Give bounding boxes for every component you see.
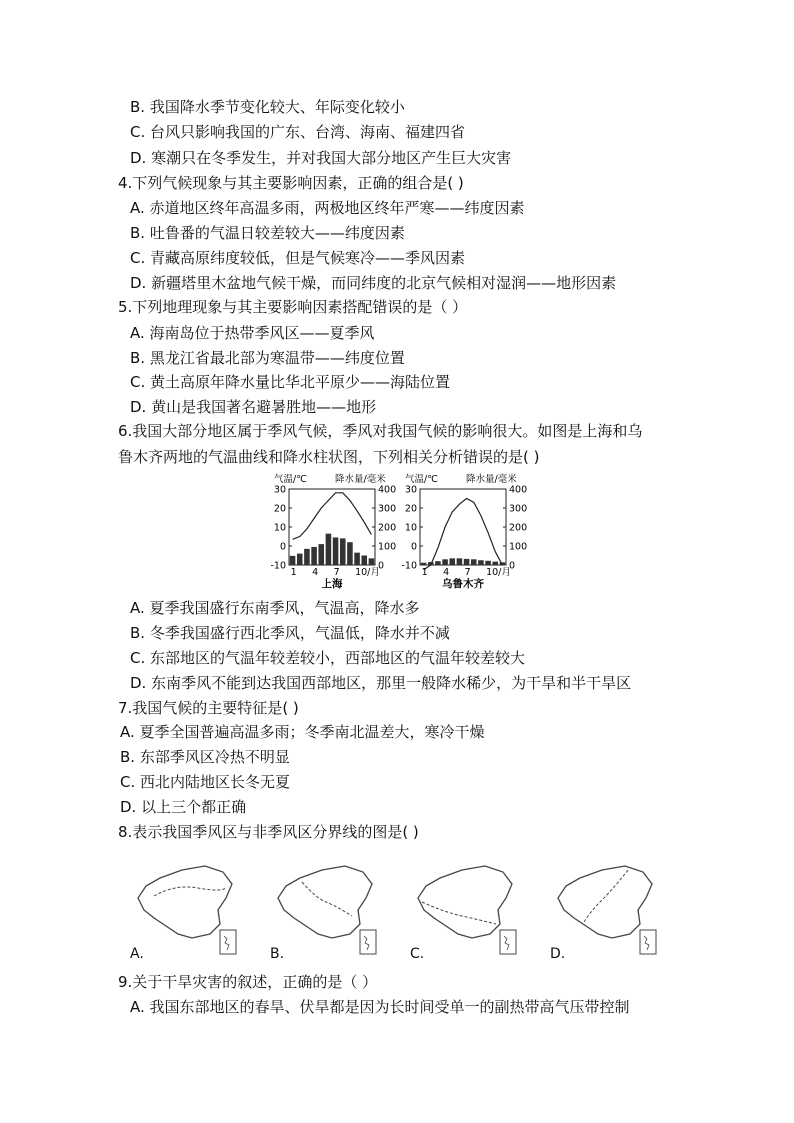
month-tick-0-2: 7 bbox=[333, 567, 340, 578]
month-tick-0-3: 10/月 bbox=[355, 567, 380, 578]
q4-option-b: B. 吐鲁番的气温日较差较大——纬度因素 bbox=[130, 224, 405, 242]
plot-frame-0 bbox=[289, 489, 375, 565]
temp-tick-0-4: -10 bbox=[270, 560, 286, 572]
temp-curve-0 bbox=[293, 493, 372, 540]
month-tick-1-3: 10/月 bbox=[486, 567, 511, 578]
map-option-c-label: C. bbox=[410, 946, 425, 962]
q7-option-c: C. 西北内陆地区长冬无夏 bbox=[120, 773, 291, 791]
precip-bar-0-3 bbox=[311, 547, 317, 565]
map-option-a-label: A. bbox=[130, 946, 144, 962]
precip-bar-0-4 bbox=[318, 544, 324, 565]
climate-charts bbox=[262, 471, 528, 590]
temp-tick-0-2: 10 bbox=[273, 522, 286, 534]
precip-bar-0-7 bbox=[340, 538, 346, 565]
q7-option-d: D. 以上三个都正确 bbox=[120, 798, 247, 816]
q4-stem: 4.下列气候现象与其主要影响因素，正确的组合是( ) bbox=[118, 174, 464, 192]
temp-tick-1-1: 20 bbox=[404, 503, 417, 515]
month-tick-0-1: 4 bbox=[312, 567, 319, 578]
plot-frame-1 bbox=[420, 489, 506, 565]
precip-bar-1-4 bbox=[449, 558, 455, 565]
precip-bar-0-2 bbox=[304, 549, 310, 565]
temp-tick-1-2: 10 bbox=[404, 522, 417, 534]
q9-option-a: A. 我国东部地区的春旱、伏旱都是因为长时间受单一的副热带高气压带控制 bbox=[130, 998, 630, 1016]
month-tick-1-2: 7 bbox=[464, 567, 471, 578]
chart-title-0: 上海 bbox=[321, 578, 343, 590]
q3-option-c: C. 台风只影响我国的广东、台湾、海南、福建四省 bbox=[130, 123, 466, 141]
temp-tick-0-0: 30 bbox=[273, 484, 286, 496]
q6-option-b: B. 冬季我国盛行西北季风，气温低，降水并不减 bbox=[130, 624, 450, 642]
precip-bar-1-6 bbox=[464, 559, 470, 565]
q6-stem-line2: 鲁木齐两地的气温曲线和降水柱状图，下列相关分析错误的是( ) bbox=[118, 448, 540, 466]
precip-bar-1-10 bbox=[492, 562, 498, 565]
precip-tick-1-1: 300 bbox=[509, 503, 528, 515]
precip-bar-1-9 bbox=[485, 561, 491, 565]
month-tick-1-0: 1 bbox=[421, 567, 428, 578]
temp-tick-1-0: 30 bbox=[404, 484, 417, 496]
temp-curve-1 bbox=[424, 499, 503, 570]
precip-tick-0-4: 0 bbox=[378, 560, 385, 572]
precip-bar-1-7 bbox=[471, 559, 477, 565]
precip-bar-1-5 bbox=[457, 558, 463, 565]
q4-option-a: A. 赤道地区终年高温多雨，两极地区终年严寒——纬度因素 bbox=[130, 199, 525, 217]
map-option-d-label: D. bbox=[550, 946, 566, 962]
map-option-c[interactable] bbox=[400, 858, 535, 970]
q4-option-d: D. 新疆塔里木盆地气候干燥，而同纬度的北京气候相对湿润——地形因素 bbox=[130, 274, 617, 292]
axis-label-temp-1: 气温/℃ bbox=[405, 474, 438, 485]
q7-stem: 7.我国气候的主要特征是( ) bbox=[118, 699, 299, 717]
q5-option-a: A. 海南岛位于热带季风区——夏季风 bbox=[130, 324, 375, 342]
precip-tick-0-0: 400 bbox=[378, 484, 397, 496]
climate-charts-svg bbox=[262, 471, 528, 590]
q3-option-d: D. 寒潮只在冬季发生，并对我国大部分地区产生巨大灾害 bbox=[130, 149, 512, 167]
q7-option-a: A. 夏季全国普遍高温多雨；冬季南北温差大，寒冷干燥 bbox=[120, 723, 485, 741]
q3-option-b: B. 我国降水季节变化较大、年际变化较小 bbox=[130, 98, 405, 116]
precip-bar-0-11 bbox=[369, 558, 375, 565]
axis-label-precip-1: 降水量/毫米 bbox=[466, 474, 517, 485]
precip-bar-0-1 bbox=[297, 554, 303, 565]
axis-label-temp-0: 气温/℃ bbox=[274, 474, 307, 485]
precip-tick-0-2: 200 bbox=[378, 522, 397, 534]
precip-bar-0-9 bbox=[354, 553, 360, 565]
precip-bar-1-8 bbox=[478, 560, 484, 565]
precip-bar-0-10 bbox=[361, 556, 367, 566]
precip-tick-1-4: 0 bbox=[509, 560, 516, 572]
q6-stem-line1: 6.我国大部分地区属于季风气候，季风对我国气候的影响很大。如图是上海和乌 bbox=[118, 422, 643, 440]
q8-stem: 8.表示我国季风区与非季风区分界线的图是( ) bbox=[118, 823, 419, 841]
q5-option-d: D. 黄山是我国著名避暑胜地——地形 bbox=[130, 398, 377, 416]
precip-bar-0-6 bbox=[333, 537, 339, 565]
precip-bar-1-3 bbox=[442, 559, 448, 565]
q9-stem: 9.关于干旱灾害的叙述，正确的是（ ） bbox=[118, 973, 378, 991]
precip-bar-0-8 bbox=[347, 542, 353, 565]
precip-bar-0-5 bbox=[326, 534, 332, 565]
q5-stem: 5.下列地理现象与其主要影响因素搭配错误的是（ ） bbox=[118, 298, 468, 316]
precip-tick-1-0: 400 bbox=[509, 484, 528, 496]
precip-tick-1-3: 100 bbox=[509, 541, 528, 553]
map-option-d[interactable] bbox=[540, 858, 675, 970]
q5-option-c: C. 黄土高原年降水量比华北平原少——海陆位置 bbox=[130, 373, 451, 391]
q6-option-a: A. 夏季我国盛行东南季风，气温高，降水多 bbox=[130, 599, 420, 617]
temp-tick-1-3: 0 bbox=[410, 541, 417, 553]
map-option-b[interactable] bbox=[260, 858, 395, 970]
precip-tick-0-1: 300 bbox=[378, 503, 397, 515]
chart-title-1: 乌鲁木齐 bbox=[442, 578, 484, 590]
temp-tick-0-3: 0 bbox=[279, 541, 286, 553]
q8-map-options bbox=[120, 858, 680, 970]
map-option-b-label: B. bbox=[270, 946, 285, 962]
q7-option-b: B. 东部季风区冷热不明显 bbox=[120, 748, 290, 766]
precip-bar-1-0 bbox=[421, 563, 427, 565]
temp-tick-0-1: 20 bbox=[273, 503, 286, 515]
q4-option-c: C. 青藏高原纬度较低，但是气候寒冷——季风因素 bbox=[130, 249, 466, 267]
q6-option-c: C. 东部地区的气温年较差较小，西部地区的气温年较差较大 bbox=[130, 649, 526, 667]
axis-label-precip-0: 降水量/毫米 bbox=[335, 474, 386, 485]
month-tick-0-0: 1 bbox=[290, 567, 297, 578]
precip-tick-0-3: 100 bbox=[378, 541, 397, 553]
q6-option-d: D. 东南季风不能到达我国西部地区，那里一般降水稀少，为干旱和半干旱区 bbox=[130, 674, 632, 692]
month-tick-1-1: 4 bbox=[443, 567, 450, 578]
map-option-a[interactable] bbox=[120, 858, 255, 970]
precip-bar-0-0 bbox=[290, 556, 296, 565]
precip-bar-1-2 bbox=[435, 561, 441, 565]
precip-tick-1-2: 200 bbox=[509, 522, 528, 534]
temp-tick-1-4: -10 bbox=[401, 560, 417, 572]
q5-option-b: B. 黑龙江省最北部为寒温带——纬度位置 bbox=[130, 349, 405, 367]
